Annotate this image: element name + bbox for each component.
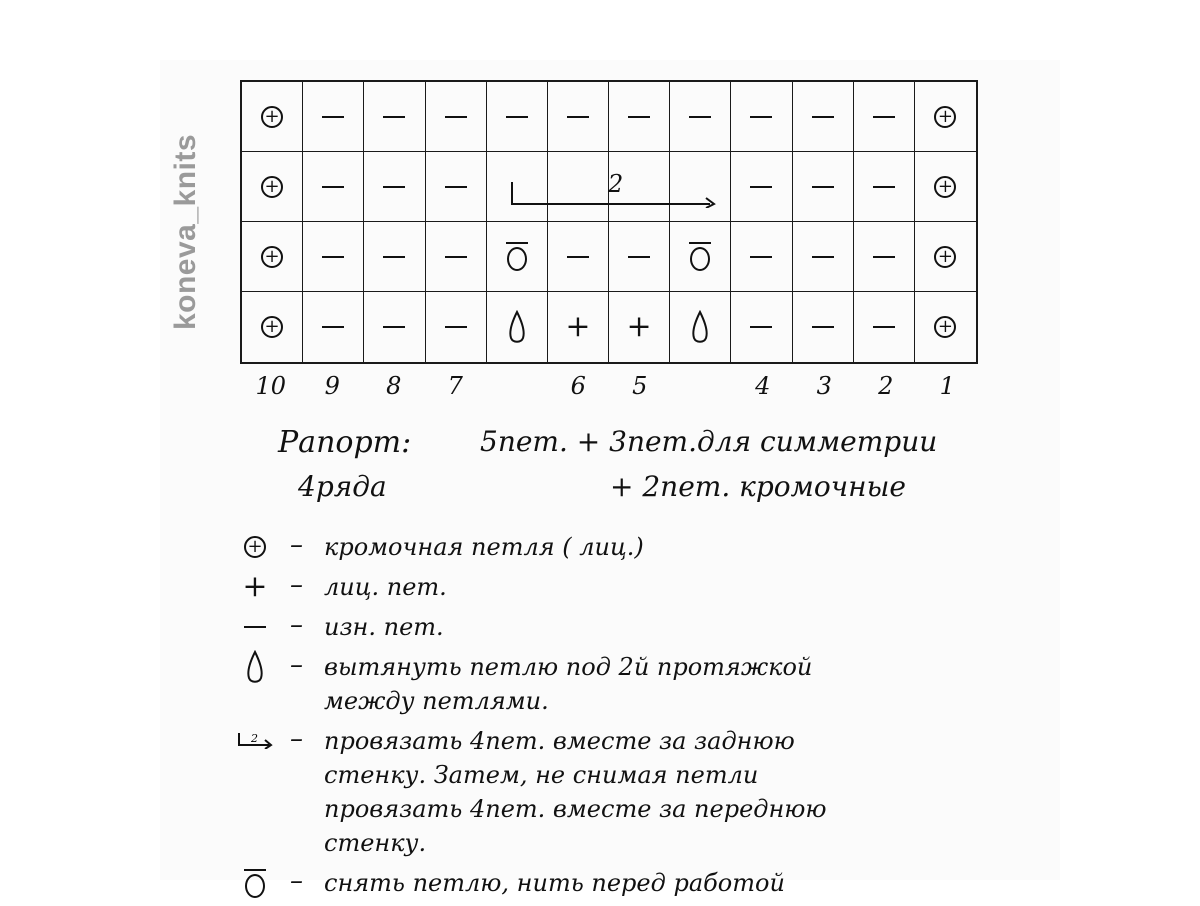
cross-bracket-label: 2 xyxy=(608,170,624,198)
purl-stitch-icon xyxy=(812,186,834,188)
column-number: 7 xyxy=(447,372,463,400)
drop-stitch-icon xyxy=(245,650,265,684)
chart-cell xyxy=(242,152,303,222)
legend-item xyxy=(220,724,1040,860)
chart-cell xyxy=(793,82,854,152)
legend-symbol xyxy=(220,650,290,684)
purl-stitch-icon xyxy=(750,186,772,188)
purl-stitch-icon xyxy=(383,116,405,118)
legend-item xyxy=(220,610,1040,644)
legend-symbol xyxy=(220,866,290,900)
legend-item xyxy=(220,530,1040,564)
chart-cell xyxy=(609,82,670,152)
rapport-line-1: 5пет. + 3пет.для симметрии xyxy=(480,425,938,458)
chart-cell xyxy=(609,222,670,292)
purl-stitch-icon xyxy=(322,116,344,118)
legend-symbol xyxy=(220,570,290,604)
cross-stitch-icon xyxy=(235,726,275,756)
legend-text: снять петлю, нить перед работой xyxy=(324,869,785,897)
edge-stitch-icon: + xyxy=(934,246,956,268)
drop-stitch-icon xyxy=(507,310,527,344)
chart-cell xyxy=(242,292,303,362)
legend-dash: – xyxy=(290,610,303,640)
legend-symbol xyxy=(220,610,290,644)
purl-stitch-icon xyxy=(689,116,711,118)
legend-item xyxy=(220,866,1040,900)
purl-stitch-icon xyxy=(383,256,405,258)
purl-stitch-icon xyxy=(873,326,895,328)
column-number: 10 xyxy=(255,372,287,400)
purl-stitch-icon xyxy=(567,256,589,258)
purl-stitch-icon xyxy=(383,186,405,188)
knit-stitch-icon: + xyxy=(242,569,268,604)
column-number xyxy=(486,372,548,412)
legend-text: лиц. пет. xyxy=(324,573,447,601)
chart-cell xyxy=(609,292,670,362)
slip-stitch-icon xyxy=(244,869,266,898)
drop-stitch-icon xyxy=(690,310,710,344)
column-number: 9 xyxy=(324,372,340,400)
chart-cell xyxy=(731,222,792,292)
chart-cell xyxy=(793,152,854,222)
legend-dash: – xyxy=(290,570,303,600)
chart-cell xyxy=(548,82,609,152)
purl-stitch-icon xyxy=(812,256,834,258)
legend-dash: – xyxy=(290,866,303,896)
rapport-line-2: + 2пет. кромочные xyxy=(610,470,906,503)
legend-item xyxy=(220,650,1040,718)
purl-stitch-icon xyxy=(322,326,344,328)
chart-cell xyxy=(670,292,731,362)
chart-cell xyxy=(854,292,915,362)
slip-stitch-icon xyxy=(506,242,528,271)
knitting-chart xyxy=(240,80,978,364)
legend-dash: – xyxy=(290,724,303,754)
chart-cell xyxy=(364,222,425,292)
chart-cell xyxy=(487,292,548,362)
purl-stitch-icon xyxy=(445,116,467,118)
rapport-title: Рапорт: xyxy=(278,425,412,460)
edge-stitch-icon: + xyxy=(934,316,956,338)
symbol-legend xyxy=(220,530,1040,906)
column-number: 5 xyxy=(632,372,648,400)
column-number: 1 xyxy=(939,372,955,400)
chart-cell xyxy=(731,292,792,362)
knit-stitch-icon: + xyxy=(565,309,591,344)
purl-stitch-icon xyxy=(750,116,772,118)
purl-stitch-icon xyxy=(628,116,650,118)
column-number xyxy=(671,372,733,412)
purl-stitch-icon xyxy=(445,186,467,188)
chart-cell xyxy=(303,222,364,292)
purl-stitch-icon xyxy=(322,186,344,188)
chart-cell xyxy=(548,292,609,362)
chart-cell xyxy=(242,222,303,292)
chart-cell xyxy=(731,152,792,222)
chart-cell xyxy=(793,222,854,292)
purl-stitch-icon xyxy=(628,256,650,258)
chart-cell xyxy=(854,82,915,152)
purl-stitch-icon xyxy=(567,116,589,118)
legend-text: вытянуть петлю под 2й протяжкой между петлями. xyxy=(324,653,813,715)
chart-cell xyxy=(915,82,976,152)
svg-text:2: 2 xyxy=(251,732,258,745)
legend-item xyxy=(220,570,1040,604)
chart-cell xyxy=(303,152,364,222)
legend-text: провязать 4пет. вместе за заднюю стенку. Затем, не снимая петли провязать 4пет. вместе за переднюю стенку. xyxy=(324,727,827,857)
chart-cell xyxy=(303,292,364,362)
edge-stitch-icon: + xyxy=(261,106,283,128)
legend-symbol xyxy=(220,530,290,564)
edge-stitch-icon: + xyxy=(261,176,283,198)
purl-stitch-icon xyxy=(812,326,834,328)
chart-cell xyxy=(242,82,303,152)
edge-stitch-icon: + xyxy=(261,316,283,338)
edge-stitch-icon: + xyxy=(934,106,956,128)
purl-stitch-icon xyxy=(812,116,834,118)
chart-cell xyxy=(915,152,976,222)
purl-stitch-icon xyxy=(445,326,467,328)
chart-cell xyxy=(426,152,487,222)
edge-stitch-icon: + xyxy=(934,176,956,198)
legend-text: кромочная петля ( лиц.) xyxy=(324,533,644,561)
chart-cell xyxy=(364,292,425,362)
purl-stitch-icon xyxy=(873,116,895,118)
chart-cell xyxy=(487,222,548,292)
purl-stitch-icon xyxy=(383,326,405,328)
purl-stitch-icon xyxy=(873,186,895,188)
chart-cell xyxy=(426,292,487,362)
purl-stitch-icon xyxy=(506,116,528,118)
column-number: 6 xyxy=(570,372,586,400)
chart-cell xyxy=(793,292,854,362)
knit-stitch-icon: + xyxy=(626,309,652,344)
chart-cell xyxy=(426,222,487,292)
purl-stitch-icon xyxy=(873,256,895,258)
chart-cell xyxy=(487,82,548,152)
column-number: 4 xyxy=(755,372,771,400)
chart-cell xyxy=(670,222,731,292)
rapport-rows: 4ряда xyxy=(298,470,387,503)
chart-cell xyxy=(670,82,731,152)
chart-cell xyxy=(854,222,915,292)
edge-stitch-icon: + xyxy=(244,536,266,558)
legend-dash: – xyxy=(290,530,303,560)
chart-cell xyxy=(854,152,915,222)
chart-cell xyxy=(364,152,425,222)
chart-cell xyxy=(915,222,976,292)
column-numbers xyxy=(240,372,978,412)
chart-cell xyxy=(548,222,609,292)
chart-cell xyxy=(426,82,487,152)
purl-stitch-icon xyxy=(750,256,772,258)
purl-stitch-icon xyxy=(322,256,344,258)
purl-stitch-icon xyxy=(750,326,772,328)
legend-text: изн. пет. xyxy=(324,613,444,641)
chart-cell xyxy=(915,292,976,362)
column-number: 2 xyxy=(878,372,894,400)
slip-stitch-icon xyxy=(689,242,711,271)
chart-cell xyxy=(364,82,425,152)
purl-stitch-icon xyxy=(244,626,266,628)
purl-stitch-icon xyxy=(445,256,467,258)
column-number: 3 xyxy=(816,372,832,400)
watermark: koneva_knits xyxy=(169,133,202,331)
chart-cell xyxy=(731,82,792,152)
edge-stitch-icon: + xyxy=(261,246,283,268)
chart-cell xyxy=(303,82,364,152)
legend-dash: – xyxy=(290,650,303,680)
legend-symbol xyxy=(220,724,290,758)
column-number: 8 xyxy=(386,372,402,400)
